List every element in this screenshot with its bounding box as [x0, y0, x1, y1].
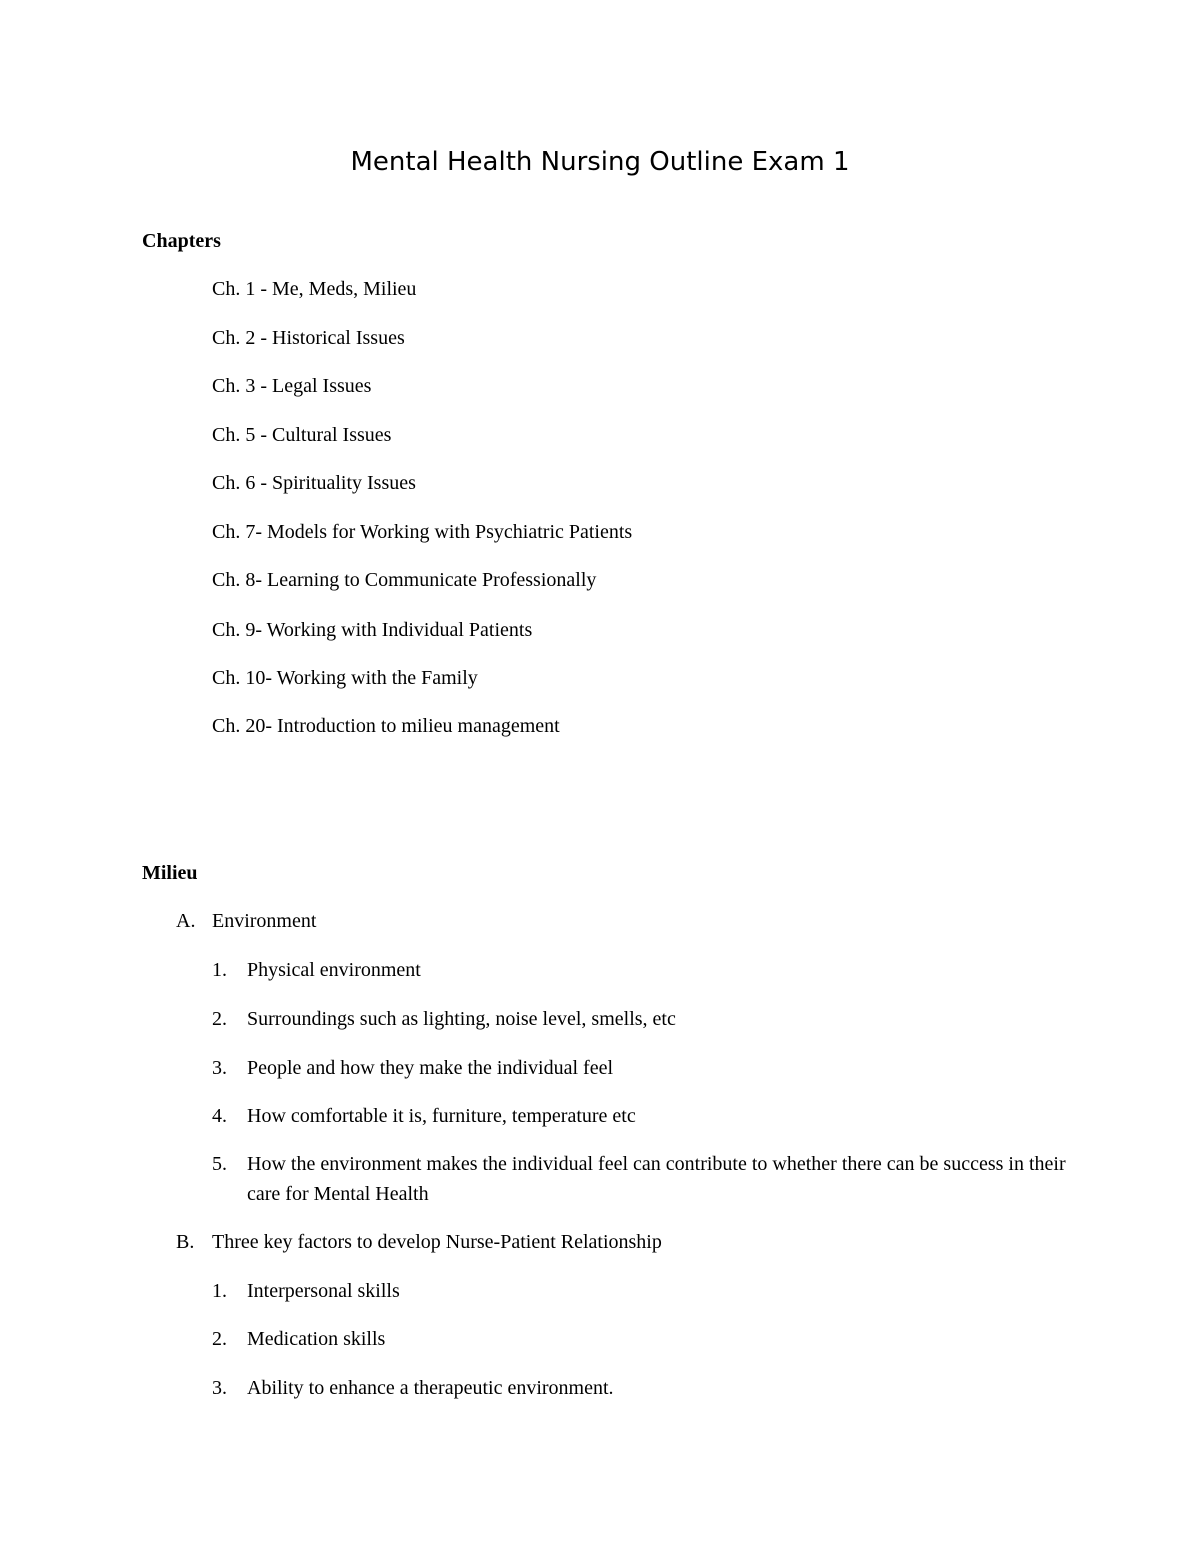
chapter-item: Ch. 6 - Spirituality Issues [212, 472, 416, 494]
item-marker: 1. [212, 1280, 227, 1302]
item-marker: 2. [212, 1328, 227, 1350]
list-item: Medication skills [247, 1328, 386, 1350]
list-item: Physical environment [247, 959, 421, 981]
list-item: How the environment makes the individual feel can contribute to whether there can be success in their care for Mental Health [247, 1153, 1066, 1205]
document-title: Mental Health Nursing Outline Exam 1 [350, 147, 850, 177]
chapter-item: Ch. 3 - Legal Issues [212, 375, 372, 397]
section-marker: A. [176, 910, 196, 932]
list-item: Surroundings such as lighting, noise level, smells, etc [247, 1008, 676, 1030]
list-item: How comfortable it is, furniture, temperature etc [247, 1105, 636, 1127]
item-marker: 1. [212, 959, 227, 981]
chapter-item: Ch. 2 - Historical Issues [212, 327, 405, 349]
section-title: Environment [212, 910, 317, 932]
chapter-item: Ch. 8- Learning to Communicate Professionally [212, 569, 597, 591]
list-item: Ability to enhance a therapeutic environment. [247, 1377, 614, 1399]
milieu-heading: Milieu [142, 862, 198, 884]
chapter-item: Ch. 7- Models for Working with Psychiatric Patients [212, 521, 633, 543]
item-marker: 3. [212, 1057, 227, 1079]
item-marker: 4. [212, 1105, 227, 1127]
item-marker: 3. [212, 1377, 227, 1399]
chapters-heading: Chapters [142, 230, 221, 252]
section-marker: B. [176, 1231, 195, 1253]
section-title: Three key factors to develop Nurse-Patient Relationship [212, 1231, 662, 1253]
chapter-item: Ch. 20- Introduction to milieu management [212, 715, 560, 737]
chapter-item: Ch. 9- Working with Individual Patients [212, 619, 533, 641]
list-item: Interpersonal skills [247, 1280, 400, 1302]
list-item: People and how they make the individual feel [247, 1057, 614, 1079]
chapter-item: Ch. 5 - Cultural Issues [212, 424, 392, 446]
chapter-item: Ch. 10- Working with the Family [212, 667, 478, 689]
chapter-item: Ch. 1 - Me, Meds, Milieu [212, 278, 417, 300]
item-marker: 5. [212, 1153, 227, 1175]
item-marker: 2. [212, 1008, 227, 1030]
